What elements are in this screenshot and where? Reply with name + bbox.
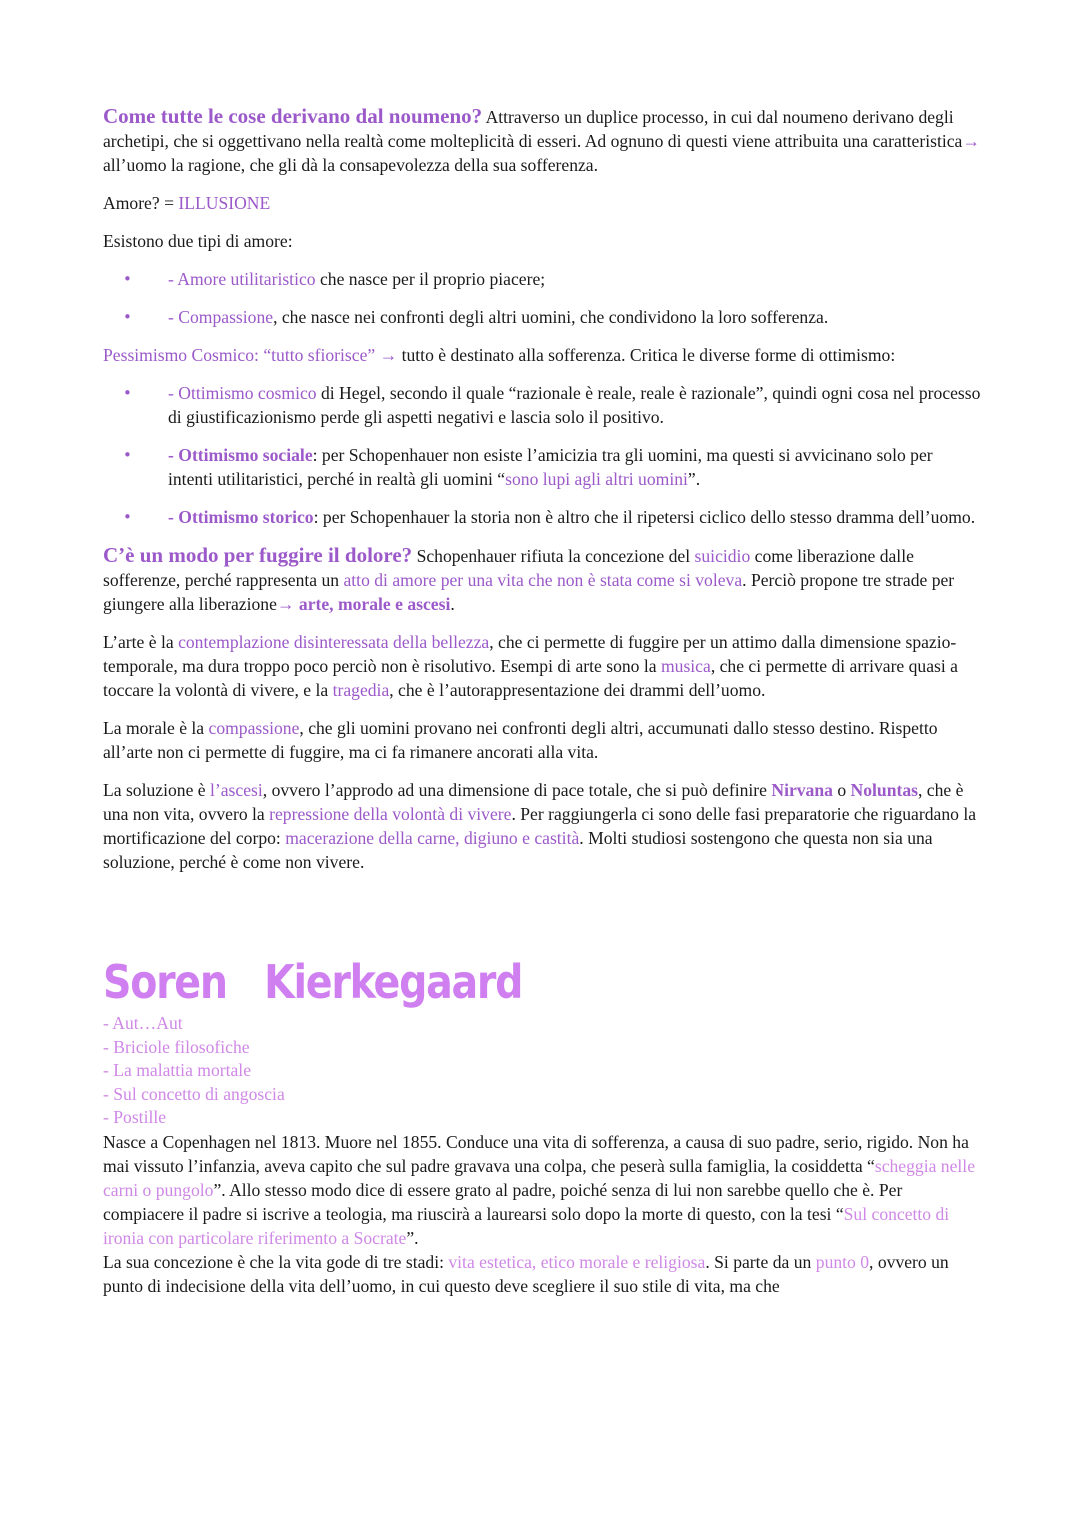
work-item: - La malattia mortale	[103, 1060, 252, 1080]
document-content	[103, 104, 981, 1298]
optimism-list	[103, 381, 981, 529]
paragraph-dolore: C’è un modo per fuggire il dolore? Schopenhauer rifiuta la concezione del suicidio come liberazione dalle sofferenze, perché rappresenta un atto di amore per una vita che non è stata come si voleva. Perciò propone tre strade per giungere alla liberazione→ arte, morale e ascesi.	[103, 543, 955, 614]
arrow-icon: →	[379, 345, 398, 365]
works-list	[103, 1012, 981, 1130]
work-item: - Postille	[103, 1107, 167, 1127]
list-item: • - Compassione, che nasce nei confronti degli altri uomini, che condividono la loro sofferenza.	[103, 305, 981, 329]
list-item: • - Ottimismo storico: per Schopenhauer la storia non è altro che il ripetersi ciclico dello stesso dramma dell’uomo.	[103, 505, 981, 529]
list-item: • - Ottimismo cosmico di Hegel, secondo il quale “razionale è reale, reale è razionale”, quindi ogni cosa nel processo di giustificazionismo perde gli aspetti negativi e lascia solo il positivo.	[103, 381, 981, 429]
section-title: Soren Kierkegaard	[103, 955, 523, 1009]
paragraph-amore: Amore? = ILLUSIONE	[103, 193, 271, 213]
list-item: • - Amore utilitaristico che nasce per il proprio piacere;	[103, 267, 981, 291]
arrow-icon: →	[962, 131, 980, 151]
love-types-list	[103, 267, 981, 329]
paragraph-biografia: Nasce a Copenhagen nel 1813. Muore nel 1855. Conduce una vita di sofferenza, a causa di suo padre, serio, rigido. Non ha mai vissuto l’infanzia, aveva capito che sul padre gravava una colpa, che peserà sulla famiglia, la cosiddetta “scheggia nelle carni o pungolo”. Allo stesso modo dice di essere grato al padre, poiché senza di lui non sarebbe quello che è. Per compiacere il padre si iscrive a teologia, ma riuscirà a laurearsi solo dopo la morte di questo, con la tesi “Sul concetto di ironia con particolare riferimento a Socrate”.	[103, 1131, 976, 1248]
paragraph-arte: L’arte è la contemplazione disinteressata della bellezza, che ci permette di fuggire per un attimo dalla dimensione spazio-temporale, ma dura troppo poco perciò non è risolutivo. Esempi di arte sono la musica, che ci permette di arrivare quasi a toccare la volontà di vivere, e la tragedia, che è l’autorappresentazione dei drammi dell’uomo.	[103, 632, 958, 700]
paragraph-tipi-amore: Esistono due tipi di amore:	[103, 231, 293, 251]
work-item: - Briciole filosofiche	[103, 1036, 250, 1057]
paragraph-ascesi: La soluzione è l’ascesi, ovvero l’approdo ad una dimensione di pace totale, che si può definire Nirvana o Noluntas, che è una non vita, ovvero la repressione della volontà di vivere. Per raggiungerla ci sono delle fasi preparatorie che riguardano la mortificazione del corpo: macerazione della carne, digiuno e castità. Molti studiosi sostengono che questa non sia una soluzione, perché è come non vivere.	[103, 780, 977, 872]
paragraph-pessimismo: Pessimismo Cosmico: “tutto sfiorisce” → tutto è destinato alla sofferenza. Critica le diverse forme di ottimismo:	[103, 345, 896, 365]
work-item: - Aut…Aut	[103, 1013, 183, 1033]
arrow-icon: →	[276, 594, 295, 614]
paragraph-stadi: La sua concezione è che la vita gode di tre stadi: vita estetica, etico morale e religiosa. Si parte da un punto 0, ovvero un punto di indecisione della vita dell’uomo, in cui questo deve scegliere il suo stile di vita, ma che	[103, 1251, 949, 1296]
highlight-term: ILLUSIONE	[178, 193, 271, 213]
paragraph-morale: La morale è la compassione, che gli uomini provano nei confronti degli altri, accumunati dallo stesso destino. Rispetto all’arte non ci permette di fuggire, ma ci fa rimanere ancorati alla vita.	[103, 718, 938, 762]
list-item: • - Ottimismo sociale: per Schopenhauer non esiste l’amicizia tra gli uomini, ma questi si avvicinano solo per intenti utilitaristici, perché in realtà gli uomini “sono lupi agli altri uomini”.	[103, 443, 981, 491]
question-heading: C’è un modo per fuggire il dolore?	[103, 543, 413, 567]
paragraph-noumeno: Come tutte le cose derivano dal noumeno? Attraverso un duplice processo, in cui dal noumeno derivano degli archetipi, che si oggettivano nella realtà come molteplicità di esseri. Ad ognuno di questi viene attribuita una caratteristica→ all’uomo la ragione, che gli dà la consapevolezza della sua sofferenza.	[103, 104, 980, 175]
work-item: - Sul concetto di angoscia	[103, 1083, 285, 1104]
question-heading: Come tutte le cose derivano dal noumeno?	[103, 104, 483, 128]
